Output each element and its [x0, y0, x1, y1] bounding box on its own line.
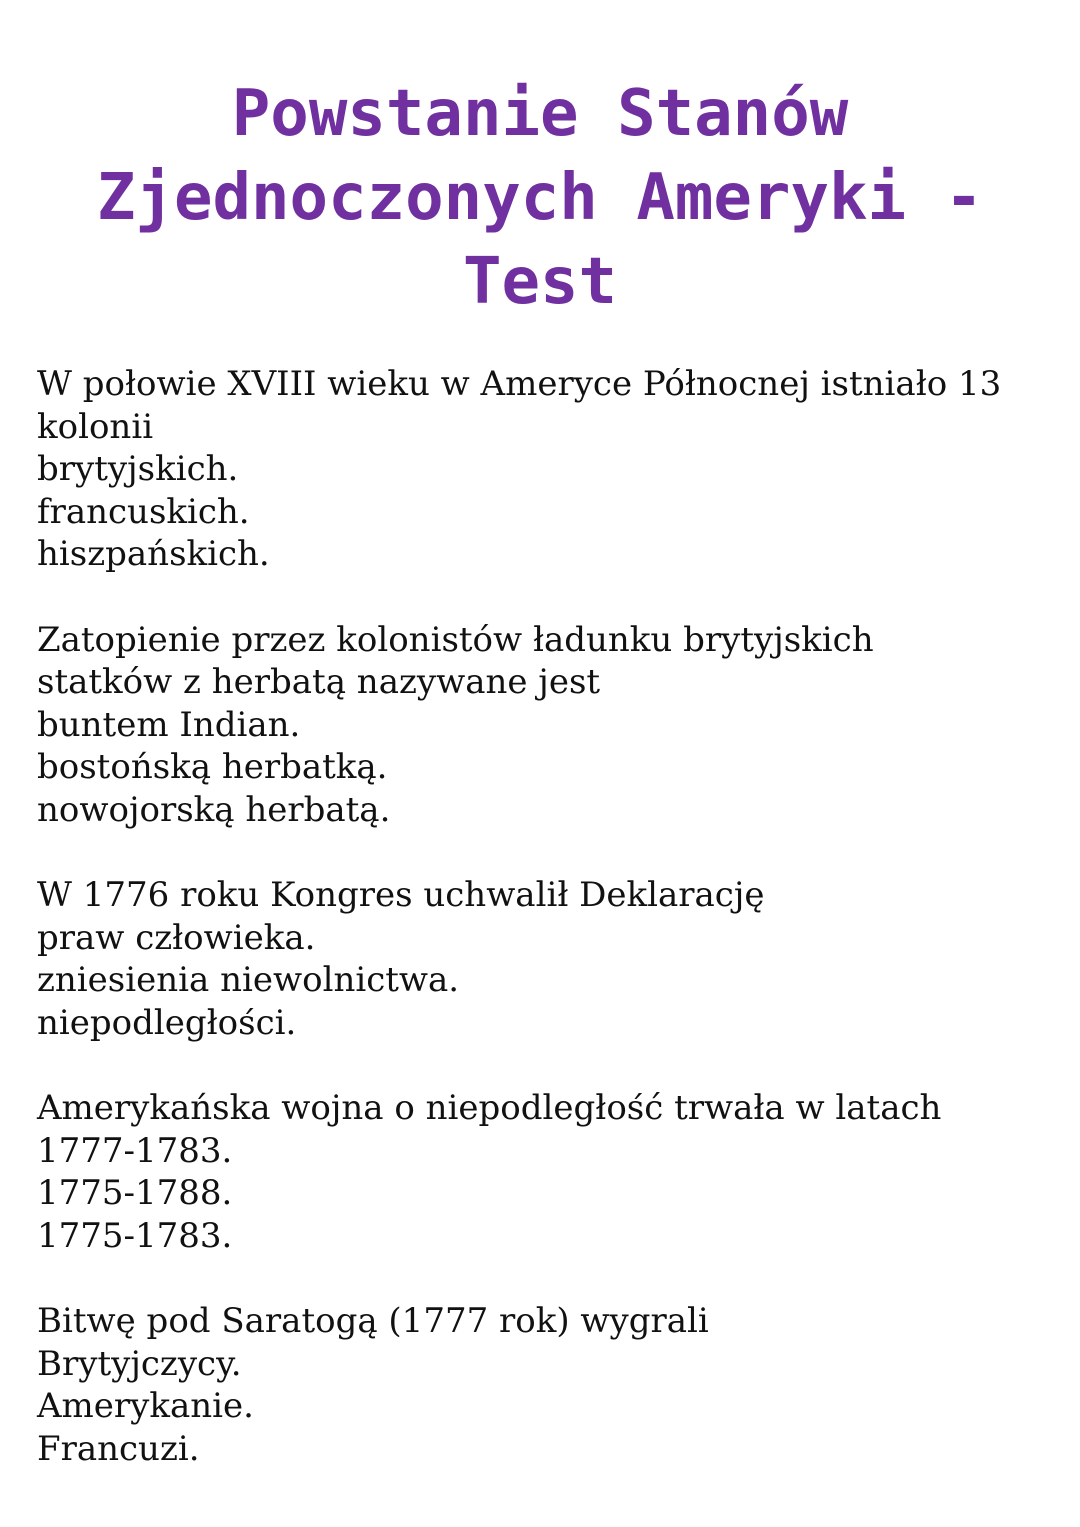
question-3-stem-line-1: W 1776 roku Kongres uchwalił Deklarację	[37, 875, 765, 916]
question-5-stem-line-1: Bitwę pod Saratogą (1777 rok) wygrali	[37, 1301, 709, 1342]
question-2-stem-line-1: Zatopienie przez kolonistów ładunku brytyjskich	[37, 619, 874, 660]
title-line-1: Powstanie Stanów	[231, 77, 849, 151]
question-5-option-a: Brytyjczycy.	[37, 1343, 242, 1384]
question-4-option-b: 1775-1788.	[37, 1173, 233, 1214]
question-1-stem-line-1: W połowie XVIII wieku w Ameryce Północnej istniało 13	[37, 364, 1002, 404]
title-line-3: Test	[462, 245, 618, 319]
question-2-option-a: buntem Indian.	[37, 704, 301, 745]
question-4-option-c: 1775-1783.	[37, 1215, 233, 1256]
question-2-option-c: nowojorską herbatą.	[37, 789, 391, 830]
questions-list	[37, 363, 1057, 1513]
question-3	[37, 874, 1057, 1044]
question-3-option-c: niepodległości.	[37, 1002, 297, 1043]
question-1-stem-line-2: kolonii	[37, 406, 154, 447]
title-line-2: Zjednoczonych Ameryki -	[96, 161, 984, 235]
question-5-option-c: Francuzi.	[37, 1428, 200, 1469]
question-5	[37, 1300, 1057, 1470]
question-1	[37, 363, 1057, 576]
question-1-option-c: hiszpańskich.	[37, 534, 270, 575]
question-1-option-a: brytyjskich.	[37, 449, 239, 490]
question-3-option-b: zniesienia niewolnictwa.	[37, 960, 460, 1001]
question-2-option-b: bostońską herbatką.	[37, 747, 388, 788]
question-5-option-b: Amerykanie.	[37, 1386, 254, 1427]
page-title	[0, 72, 1080, 324]
question-4	[37, 1087, 1057, 1257]
question-3-option-a: praw człowieka.	[37, 917, 316, 958]
question-1-option-b: francuskich.	[37, 491, 250, 532]
question-4-stem-line-1: Amerykańska wojna o niepodległość trwała w latach	[37, 1088, 942, 1129]
question-2-stem-line-2: statków z herbatą nazywane jest	[37, 662, 601, 703]
question-4-option-a: 1777-1783.	[37, 1130, 233, 1171]
question-2	[37, 619, 1057, 832]
